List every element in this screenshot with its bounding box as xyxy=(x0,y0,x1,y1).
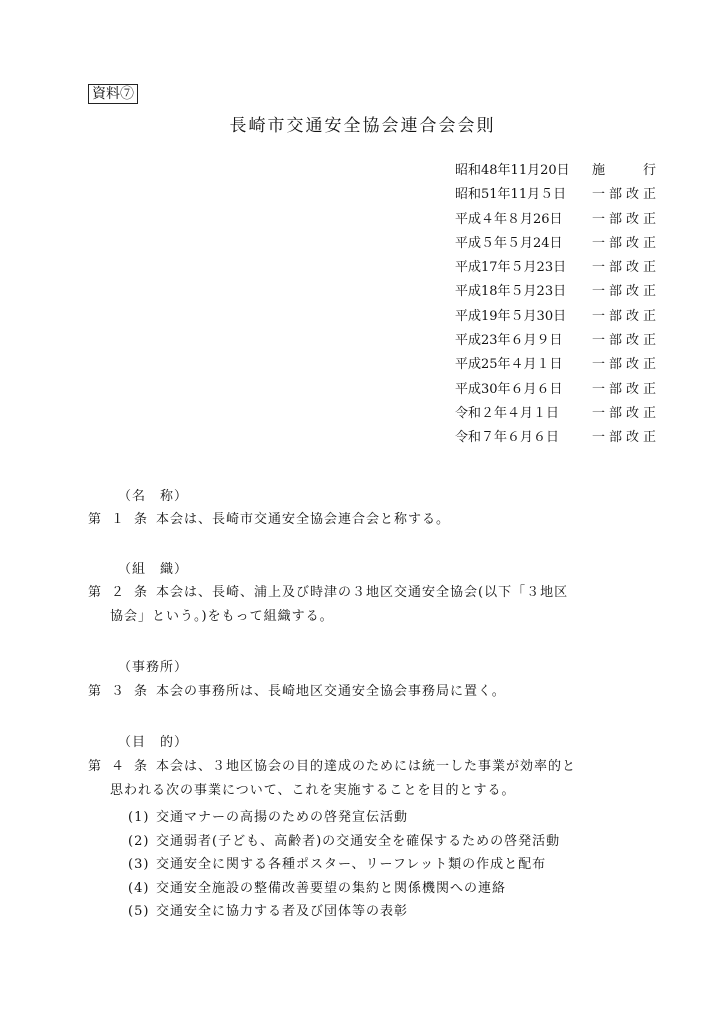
history-row xyxy=(455,232,656,256)
history-note: 一部改正 xyxy=(592,260,656,276)
history-row xyxy=(455,183,656,207)
document-label: 資料⑦ xyxy=(88,84,138,104)
article-text: 本会は、長崎市交通安全協会連合会と称する。 xyxy=(156,512,451,527)
article-text: 本会は、３地区協会の目的達成のためには統一した事業が効率的と xyxy=(156,759,577,774)
article-heading: （名 称） xyxy=(118,489,189,504)
item-number: (4) xyxy=(128,880,150,896)
article-text-continued: 協会」という。)をもって組織する。 xyxy=(110,609,334,624)
history-row xyxy=(455,426,656,450)
article-number: 第２条 xyxy=(88,585,148,600)
activity-list xyxy=(128,806,560,924)
history-note: 一部改正 xyxy=(592,381,656,397)
item-number: (3) xyxy=(128,857,150,873)
list-item xyxy=(128,806,560,830)
item-text: 交通弱者(子ども、高齢者)の交通安全を確保するための啓発活動 xyxy=(156,833,561,849)
history-note: 一部改正 xyxy=(592,333,656,349)
item-number: (1) xyxy=(128,810,150,825)
item-text: 交通安全に関する各種ポスター、リーフレット類の作成と配布 xyxy=(156,857,547,873)
history-row xyxy=(455,256,656,280)
history-note: 一部改正 xyxy=(592,357,656,373)
article-number: 第３条 xyxy=(88,684,148,699)
article-text: 本会は、長崎、浦上及び時津の３地区交通安全協会(以下「３地区 xyxy=(156,585,569,600)
article-text-continued: 思われる次の事業について、これを実施することを目的とする。 xyxy=(110,783,516,798)
history-date: 平成30年６月６日 xyxy=(455,381,563,397)
history-note: 一部改正 xyxy=(592,405,656,421)
article-number: 第１条 xyxy=(88,512,148,527)
history-date: 平成４年８月26日 xyxy=(455,211,563,227)
item-text: 交通安全に協力する者及び団体等の表彰 xyxy=(156,904,409,920)
history-note: 一部改正 xyxy=(592,187,656,203)
article-3 xyxy=(88,680,665,704)
history-note: 一部改正 xyxy=(592,211,656,227)
history-date: 平成17年５月23日 xyxy=(455,260,567,276)
history-date: 平成５年５月24日 xyxy=(455,235,563,251)
history-row xyxy=(455,280,656,304)
history-note: 一部改正 xyxy=(592,430,656,446)
history-date: 昭和51年11月５日 xyxy=(455,187,567,203)
history-row xyxy=(455,402,656,426)
history-row xyxy=(455,305,656,329)
history-date: 平成23年６月９日 xyxy=(455,333,563,349)
list-item xyxy=(128,853,560,877)
history-date: 令和２年４月１日 xyxy=(455,405,560,421)
article-heading: （事務所） xyxy=(118,660,189,675)
article-number: 第４条 xyxy=(88,759,148,774)
document-title: 長崎市交通安全協会連合会会則 xyxy=(229,116,496,136)
history-row xyxy=(455,159,656,183)
history-date: 平成18年５月23日 xyxy=(455,284,567,300)
history-date: 昭和48年11月20日 xyxy=(455,163,570,178)
article-4 xyxy=(88,755,665,803)
list-item xyxy=(128,830,560,854)
article-1 xyxy=(88,508,665,532)
history-note: 一部改正 xyxy=(592,284,656,300)
list-item xyxy=(128,900,560,924)
article-heading: （目 的） xyxy=(118,735,189,750)
history-row xyxy=(455,329,656,353)
article-2 xyxy=(88,581,665,629)
revision-history xyxy=(455,159,656,451)
history-row xyxy=(455,378,656,402)
item-text: 交通マナーの高揚のための啓発宣伝活動 xyxy=(156,810,409,825)
history-note: 施行 xyxy=(592,163,656,178)
article-text: 本会の事務所は、長崎地区交通安全協会事務局に置く。 xyxy=(156,684,506,699)
list-item xyxy=(128,877,560,901)
item-number: (5) xyxy=(128,904,150,920)
history-row xyxy=(455,353,656,377)
history-date: 令和７年６月６日 xyxy=(455,430,560,446)
history-note: 一部改正 xyxy=(592,235,656,251)
history-row xyxy=(455,208,656,232)
history-note: 一部改正 xyxy=(592,308,656,324)
article-heading: （組 織） xyxy=(118,562,189,577)
history-date: 平成19年５月30日 xyxy=(455,308,567,324)
item-number: (2) xyxy=(128,833,150,849)
item-text: 交通安全施設の整備改善要望の集約と関係機関への連絡 xyxy=(156,880,507,896)
history-date: 平成25年４月１日 xyxy=(455,357,563,373)
